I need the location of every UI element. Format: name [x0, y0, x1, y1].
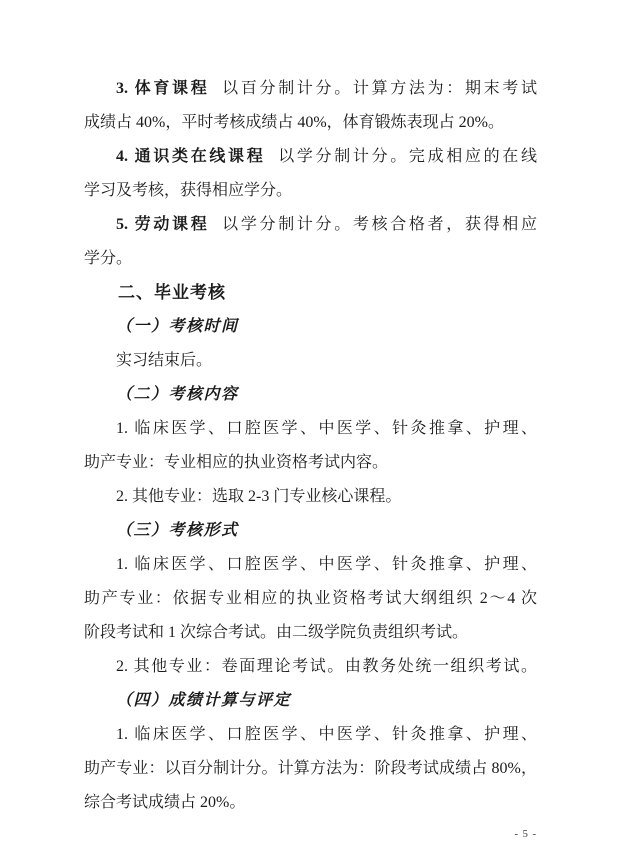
- body-line: [84, 106, 537, 140]
- heading-text: 二、毕业考核: [118, 283, 226, 302]
- body-line: [84, 242, 537, 276]
- body-line: [84, 582, 537, 616]
- heading-text: （一）考核时间: [116, 318, 239, 335]
- text-run: 学习及考核，获得相应学分。: [84, 182, 293, 199]
- body-line: [84, 174, 537, 208]
- body-line: [84, 718, 537, 752]
- body-line: [84, 446, 537, 480]
- subsection-heading: [84, 378, 537, 412]
- body-line: [84, 140, 537, 174]
- text-run: 阶段考试和 1 次综合考试。由二级学院负责组织考试。: [84, 624, 469, 641]
- body-line: [84, 344, 537, 378]
- section-heading: [84, 276, 537, 310]
- heading-text: （二）考核内容: [116, 386, 239, 403]
- text-run: 助产专业：依据专业相应的执业资格考试大纲组织 2～4 次: [84, 590, 537, 607]
- subsection-heading: [84, 684, 537, 718]
- text-run: 1. 临床医学、口腔医学、中医学、针灸推拿、护理、: [116, 726, 537, 743]
- text-run: 以百分制计分。计算方法为：期末考试: [222, 80, 537, 97]
- body-line: [84, 72, 537, 106]
- text-run: 以学分制计分。完成相应的在线: [278, 148, 537, 165]
- body-line: [84, 786, 537, 820]
- bold-run: 3. 体育课程: [116, 80, 210, 97]
- bold-run: 5. 劳动课程: [116, 216, 210, 233]
- text-run: 成绩占 40%，平时考核成绩占 40%，体育锻炼表现占 20%。: [84, 114, 504, 131]
- body-line: [84, 650, 537, 684]
- body-line: [84, 480, 537, 514]
- body-line: [84, 548, 537, 582]
- page-number: - 5 -: [514, 829, 537, 840]
- text-run: 学分。: [84, 250, 133, 267]
- heading-text: （四）成绩计算与评定: [116, 692, 292, 709]
- subsection-heading: [84, 310, 537, 344]
- subsection-heading: [84, 514, 537, 548]
- body-line: [84, 752, 537, 786]
- heading-text: （三）考核形式: [116, 522, 239, 539]
- body-line: [84, 412, 537, 446]
- text-run: 助产专业：专业相应的执业资格考试内容。: [84, 454, 389, 471]
- document-body: [84, 72, 537, 820]
- text-run: 2. 其他专业：卷面理论考试。由教务处统一组织考试。: [116, 658, 537, 675]
- body-line: [84, 208, 537, 242]
- text-run: 1. 临床医学、口腔医学、中医学、针灸推拿、护理、: [116, 556, 537, 573]
- text-run: 助产专业：以百分制计分。计算方法为：阶段考试成绩占 80%，: [84, 760, 537, 777]
- text-run: 实习结束后。: [116, 352, 213, 369]
- text-run: 2. 其他专业：选取 2-3 门专业核心课程。: [116, 488, 402, 505]
- bold-run: 4. 通识类在线课程: [116, 148, 266, 165]
- text-run: 以学分制计分。考核合格者，获得相应: [222, 216, 537, 233]
- text-run: 综合考试成绩占 20%。: [84, 794, 246, 811]
- body-line: [84, 616, 537, 650]
- text-run: 1. 临床医学、口腔医学、中医学、针灸推拿、护理、: [116, 420, 537, 437]
